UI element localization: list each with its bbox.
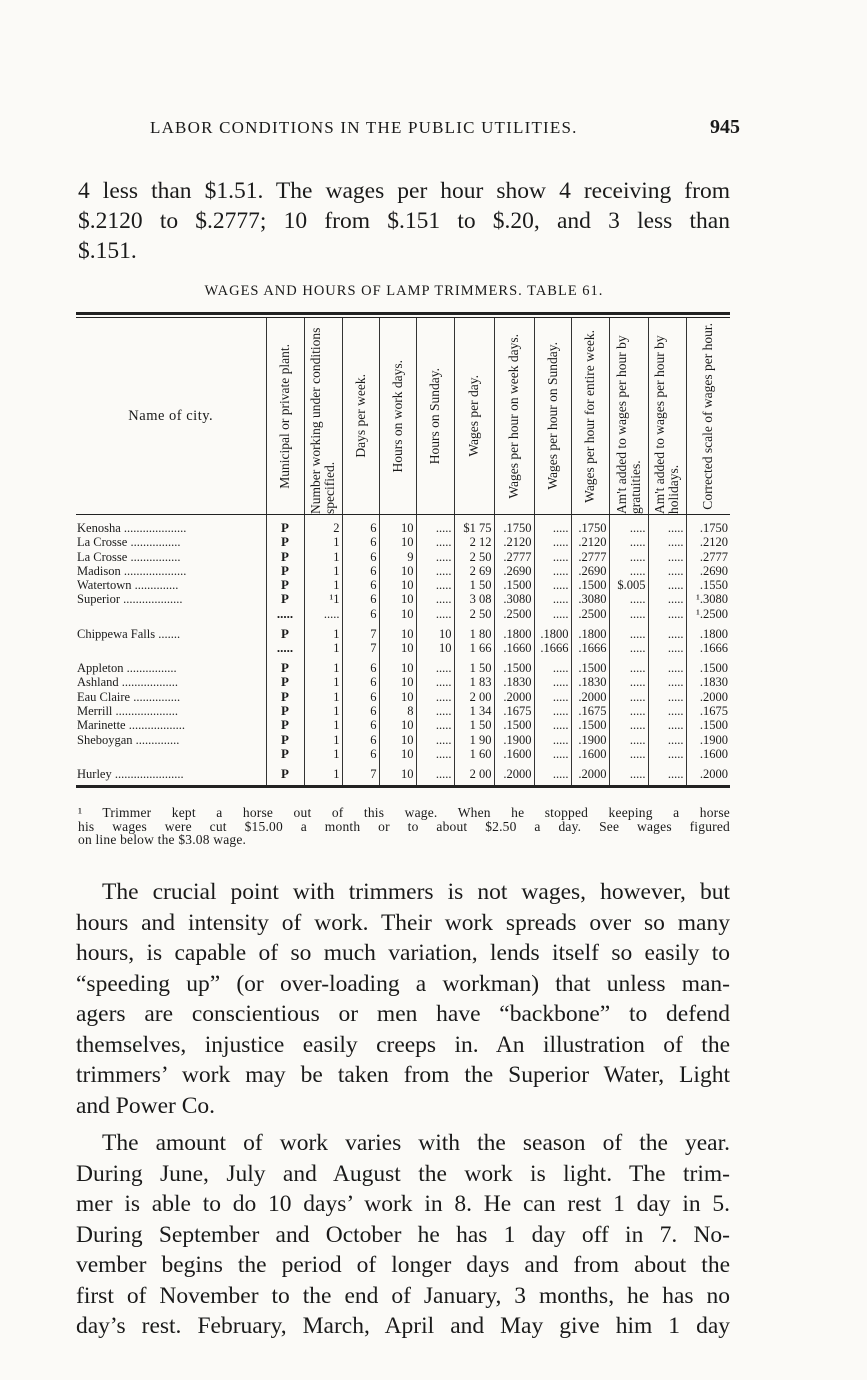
table-cell: 2 12 bbox=[454, 535, 494, 549]
city-name-cell: Ashland .................. bbox=[77, 675, 179, 690]
table-cell: ..... bbox=[648, 641, 686, 655]
table-row bbox=[76, 655, 730, 675]
table-cell: ..... bbox=[648, 535, 686, 549]
table-cell: ..... bbox=[609, 564, 648, 578]
table-row bbox=[76, 550, 730, 564]
footnote bbox=[78, 806, 730, 847]
table-cell: .2000 bbox=[494, 690, 534, 704]
table-cell: 2 00 bbox=[454, 690, 494, 704]
paragraph-2 bbox=[76, 1128, 730, 1342]
table-cell: P bbox=[266, 690, 304, 704]
text-line: During June, July and August the work is light. The trim- bbox=[76, 1160, 730, 1187]
intro-paragraph bbox=[78, 176, 730, 266]
table-row bbox=[76, 535, 730, 549]
table-cell: .2500 bbox=[571, 607, 609, 621]
table-cell: 1 90 bbox=[454, 733, 494, 747]
table-cell: .1675 bbox=[571, 704, 609, 718]
table-cell: 10 bbox=[379, 578, 416, 592]
city-name-cell: Appleton ................ bbox=[77, 661, 177, 676]
table-cell: P bbox=[266, 718, 304, 732]
table-cell: 1 50 bbox=[454, 578, 494, 592]
column-header: Municipal or private plant. bbox=[266, 318, 304, 515]
column-header: Corrected scale of wages per hour. bbox=[686, 318, 730, 515]
table-cell: 6 bbox=[342, 564, 379, 578]
table-cell: P bbox=[266, 675, 304, 689]
table-cell: 1 83 bbox=[454, 675, 494, 689]
table-cell: ..... bbox=[648, 515, 686, 536]
table-caption: WAGES AND HOURS OF LAMP TRIMMERS. TABLE 61. bbox=[204, 283, 604, 299]
table-cell: 3 08 bbox=[454, 592, 494, 606]
table-cell: ..... bbox=[609, 607, 648, 621]
table-cell: ..... bbox=[648, 655, 686, 675]
city-name-cell: Kenosha .................... bbox=[77, 521, 187, 535]
table-cell: ..... bbox=[648, 733, 686, 747]
text-line: hours and intensity of work. Their work spreads over so many bbox=[76, 909, 730, 936]
text-line: and Power Co. bbox=[76, 1092, 216, 1119]
table-row bbox=[76, 747, 730, 761]
table-cell: ..... bbox=[534, 675, 571, 689]
table-cell: 1 50 bbox=[454, 718, 494, 732]
table-row bbox=[76, 592, 730, 606]
text-line: mer is able to do 10 days’ work in 8. He can rest 1 day in 5. bbox=[76, 1191, 730, 1217]
table-cell: 1 bbox=[304, 675, 342, 689]
text-line: $.2120 to $.2777; 10 from $.151 to $.20, and 3 less than bbox=[78, 208, 730, 234]
column-header: Days per week. bbox=[342, 318, 379, 515]
table-cell: .2690 bbox=[686, 564, 730, 578]
table-row bbox=[76, 607, 730, 621]
text-line: The crucial point with trimmers is not wages, however, but bbox=[102, 879, 730, 905]
table-cell: ¹.3080 bbox=[686, 592, 730, 606]
table-cell: .1750 bbox=[571, 515, 609, 536]
table-cell: 8 bbox=[379, 704, 416, 718]
table-cell: 1 bbox=[304, 704, 342, 718]
column-header: Number working under conditions specified. bbox=[304, 318, 342, 515]
city-name-cell: Chippewa Falls ....... bbox=[77, 626, 181, 641]
table-cell: ..... bbox=[609, 675, 648, 689]
table-cell: ..... bbox=[534, 550, 571, 564]
table-cell: .1675 bbox=[494, 704, 534, 718]
table-cell: .1500 bbox=[494, 718, 534, 732]
table-cell: ..... bbox=[416, 564, 454, 578]
table-cell: ..... bbox=[609, 655, 648, 675]
table-cell: .1900 bbox=[571, 733, 609, 747]
table-cell: 6 bbox=[342, 675, 379, 689]
table-cell: ..... bbox=[648, 578, 686, 592]
text-line: “speeding up” (or over-loading a workman) that unless man- bbox=[76, 970, 730, 997]
table-row bbox=[76, 564, 730, 578]
table-cell: ..... bbox=[534, 690, 571, 704]
table-cell: $.005 bbox=[609, 578, 648, 592]
table-cell: ..... bbox=[609, 641, 648, 655]
text-line: During September and October he has 1 day off in 7. No- bbox=[76, 1221, 730, 1248]
table-row bbox=[76, 641, 730, 655]
table-row bbox=[76, 761, 730, 785]
column-header: Wages per hour on Sunday. bbox=[534, 318, 571, 515]
table-cell: ..... bbox=[609, 690, 648, 704]
table-cell: 2 69 bbox=[454, 564, 494, 578]
table-cell: .1600 bbox=[494, 747, 534, 761]
table-row bbox=[76, 704, 730, 718]
table-cell: ..... bbox=[416, 675, 454, 689]
table-cell: .1750 bbox=[686, 515, 730, 536]
table-row bbox=[76, 621, 730, 641]
table-cell: .2000 bbox=[494, 761, 534, 785]
table-cell: 2 00 bbox=[454, 761, 494, 785]
footnote-line: on line below the $3.08 wage. bbox=[78, 832, 247, 847]
column-header: Wages per hour on week days. bbox=[494, 318, 534, 515]
table-cell: P bbox=[266, 564, 304, 578]
table-cell: 10 bbox=[379, 747, 416, 761]
city-name-cell: Watertown .............. bbox=[77, 578, 179, 593]
city-name-cell: Hurley ...................... bbox=[77, 766, 184, 781]
table-cell: .1500 bbox=[686, 655, 730, 675]
table-cell: 10 bbox=[379, 718, 416, 732]
table-cell: 10 bbox=[379, 592, 416, 606]
table-header-row bbox=[76, 318, 730, 515]
table-cell: 1 bbox=[304, 621, 342, 641]
table-cell: P bbox=[266, 515, 304, 536]
column-header: Am't added to wages per hour by holidays. bbox=[648, 318, 686, 515]
table-cell: ..... bbox=[534, 607, 571, 621]
table-cell: ..... bbox=[534, 718, 571, 732]
table-row bbox=[76, 578, 730, 592]
table-cell: P bbox=[266, 592, 304, 606]
table-cell: 1 bbox=[304, 718, 342, 732]
table-cell: .1500 bbox=[571, 655, 609, 675]
table-cell: ..... bbox=[609, 747, 648, 761]
table-cell: 1 34 bbox=[454, 704, 494, 718]
text-line: day’s rest. February, March, April and May give him 1 day bbox=[76, 1313, 730, 1339]
table-cell: 10 bbox=[379, 564, 416, 578]
column-header: Wages per day. bbox=[454, 318, 494, 515]
table-cell: ..... bbox=[648, 761, 686, 785]
table-cell: 1 bbox=[304, 655, 342, 675]
city-name-cell: Superior ................... bbox=[77, 592, 183, 607]
table-cell: ..... bbox=[416, 690, 454, 704]
table-cell: .2777 bbox=[494, 550, 534, 564]
table-cell: P bbox=[266, 747, 304, 761]
city-name-cell: La Crosse ................ bbox=[77, 535, 181, 550]
table-cell: ..... bbox=[609, 592, 648, 606]
table-cell: .1500 bbox=[571, 718, 609, 732]
page-number: 945 bbox=[710, 116, 740, 138]
table-cell: 10 bbox=[379, 515, 416, 536]
table-cell: 1 bbox=[304, 564, 342, 578]
table-cell: 7 bbox=[342, 761, 379, 785]
table-cell: 6 bbox=[342, 747, 379, 761]
table-cell: ..... bbox=[416, 535, 454, 549]
city-name-cell bbox=[76, 747, 266, 761]
city-name-cell bbox=[76, 607, 266, 621]
table-cell: ..... bbox=[534, 733, 571, 747]
table-cell: ..... bbox=[648, 675, 686, 689]
table-cell: ..... bbox=[648, 690, 686, 704]
table-cell: .3080 bbox=[494, 592, 534, 606]
table-cell: ..... bbox=[648, 550, 686, 564]
table-cell: .1800 bbox=[534, 621, 571, 641]
text-line: first of November to the end of January, 3 months, he has no bbox=[76, 1282, 730, 1309]
table-cell: ..... bbox=[648, 592, 686, 606]
table-cell: ..... bbox=[648, 747, 686, 761]
table-cell: ..... bbox=[416, 733, 454, 747]
table-cell: .1800 bbox=[494, 621, 534, 641]
table-cell: 6 bbox=[342, 550, 379, 564]
table-cell: 1 bbox=[304, 578, 342, 592]
table-cell: ..... bbox=[266, 641, 304, 655]
table-body bbox=[76, 515, 730, 786]
city-name-cell: Madison .................... bbox=[77, 563, 187, 578]
table-cell: ..... bbox=[534, 592, 571, 606]
table-cell: 1 bbox=[304, 690, 342, 704]
table-row bbox=[76, 733, 730, 747]
table-row bbox=[76, 690, 730, 704]
text-line: agers are conscientious or men have “backbone” to defend bbox=[76, 1001, 730, 1027]
table-row bbox=[76, 718, 730, 732]
text-line: themselves, injustice easily creeps in. An illustration of the bbox=[76, 1031, 730, 1058]
table-cell: ..... bbox=[648, 564, 686, 578]
table-cell: 10 bbox=[379, 733, 416, 747]
table-cell: ..... bbox=[304, 607, 342, 621]
table-cell: .2120 bbox=[571, 535, 609, 549]
city-name-cell: Merrill .................... bbox=[77, 703, 179, 718]
table-cell: .1900 bbox=[494, 733, 534, 747]
table-cell: .1750 bbox=[494, 515, 534, 536]
table-cell: ..... bbox=[609, 704, 648, 718]
table-cell: 7 bbox=[342, 641, 379, 655]
table-cell: 6 bbox=[342, 592, 379, 606]
text-line: $.151. bbox=[78, 238, 137, 264]
city-name-cell: Marinette .................. bbox=[77, 718, 185, 733]
table-cell: .2000 bbox=[571, 690, 609, 704]
table-cell: ..... bbox=[534, 515, 571, 536]
table-cell: 10 bbox=[379, 675, 416, 689]
table-cell: 6 bbox=[342, 578, 379, 592]
table-cell: P bbox=[266, 621, 304, 641]
table-cell: ..... bbox=[534, 535, 571, 549]
running-title: LABOR CONDITIONS IN THE PUBLIC UTILITIES. bbox=[150, 118, 578, 137]
table-cell: ..... bbox=[609, 535, 648, 549]
text-line: The amount of work varies with the season of the year. bbox=[102, 1130, 730, 1156]
table-cell: 10 bbox=[379, 641, 416, 655]
table-cell: .2777 bbox=[571, 550, 609, 564]
column-header: Am't added to wages per hour by gratuities. bbox=[609, 318, 648, 515]
table-cell: ..... bbox=[416, 607, 454, 621]
table-cell: ..... bbox=[416, 655, 454, 675]
table-cell: ..... bbox=[534, 564, 571, 578]
table-cell: .1600 bbox=[571, 747, 609, 761]
footnote-line: ¹ Trimmer kept a horse out of this wage. When he stopped keeping a horse bbox=[78, 805, 730, 820]
table-cell: .2000 bbox=[686, 761, 730, 785]
table-cell: ..... bbox=[416, 747, 454, 761]
table-cell: 6 bbox=[342, 733, 379, 747]
table-cell: 1 80 bbox=[454, 621, 494, 641]
table-cell: .1830 bbox=[686, 675, 730, 689]
table-cell: .2690 bbox=[494, 564, 534, 578]
table-cell: 6 bbox=[342, 655, 379, 675]
table-cell: .1500 bbox=[494, 578, 534, 592]
text-line: hours, is capable of so much variation, lends itself so easily to bbox=[76, 940, 730, 966]
table-cell: .2500 bbox=[494, 607, 534, 621]
table-cell: 10 bbox=[379, 761, 416, 785]
table-cell: 6 bbox=[342, 704, 379, 718]
city-name-cell: Eau Claire ............... bbox=[77, 689, 181, 704]
table-cell: 10 bbox=[379, 621, 416, 641]
table-cell: ..... bbox=[648, 607, 686, 621]
table-cell: P bbox=[266, 655, 304, 675]
city-name-cell: Sheboygan .............. bbox=[77, 732, 180, 747]
table-cell: 1 66 bbox=[454, 641, 494, 655]
table-cell: ..... bbox=[534, 655, 571, 675]
paragraph-1 bbox=[76, 877, 730, 1121]
table-cell: ..... bbox=[416, 592, 454, 606]
table-cell: .1900 bbox=[686, 733, 730, 747]
table-cell: P bbox=[266, 535, 304, 549]
body-text bbox=[76, 877, 730, 1342]
table-cell: ..... bbox=[534, 747, 571, 761]
table-cell: .1500 bbox=[494, 655, 534, 675]
table-cell: 1 bbox=[304, 761, 342, 785]
table-cell: ..... bbox=[648, 704, 686, 718]
table-row bbox=[76, 515, 730, 536]
wages-table bbox=[76, 312, 730, 788]
table-cell: .2120 bbox=[494, 535, 534, 549]
table-cell: P bbox=[266, 550, 304, 564]
table-cell: ..... bbox=[648, 621, 686, 641]
table-cell: 2 bbox=[304, 515, 342, 536]
table-cell: 9 bbox=[379, 550, 416, 564]
table-cell: .1600 bbox=[686, 747, 730, 761]
table-cell: .1500 bbox=[686, 718, 730, 732]
table-cell: 2 50 bbox=[454, 550, 494, 564]
table-cell: ..... bbox=[609, 621, 648, 641]
table-cell: ..... bbox=[266, 607, 304, 621]
table-cell: P bbox=[266, 704, 304, 718]
table-cell: .1675 bbox=[686, 704, 730, 718]
text-line: 4 less than $1.51. The wages per hour show 4 receiving from bbox=[78, 178, 730, 204]
text-line: trimmers’ work may be taken from the Superior Water, Light bbox=[76, 1062, 730, 1088]
table-cell: 10 bbox=[416, 641, 454, 655]
table-cell: 7 bbox=[342, 621, 379, 641]
table-cell: 1 bbox=[304, 641, 342, 655]
table-cell: ..... bbox=[609, 515, 648, 536]
city-name-cell bbox=[76, 641, 266, 655]
table-cell: ..... bbox=[534, 761, 571, 785]
table-cell: 6 bbox=[342, 515, 379, 536]
table-cell: .2000 bbox=[686, 690, 730, 704]
table-cell: 1 bbox=[304, 733, 342, 747]
table-cell: 2 50 bbox=[454, 607, 494, 621]
table-cell: .2120 bbox=[686, 535, 730, 549]
table-cell: ..... bbox=[534, 704, 571, 718]
running-header bbox=[150, 118, 740, 138]
table-cell: .1800 bbox=[686, 621, 730, 641]
table-cell: ..... bbox=[609, 550, 648, 564]
city-name-cell: La Crosse ................ bbox=[77, 549, 181, 564]
text-line: vember begins the period of longer days and from about the bbox=[76, 1252, 730, 1278]
table-cell: ..... bbox=[416, 550, 454, 564]
table-cell: ..... bbox=[534, 578, 571, 592]
table-row bbox=[76, 675, 730, 689]
table-cell: $1 75 bbox=[454, 515, 494, 536]
table-cell: .2777 bbox=[686, 550, 730, 564]
table-cell: .1800 bbox=[571, 621, 609, 641]
table-cell: .1550 bbox=[686, 578, 730, 592]
table-cell: 6 bbox=[342, 718, 379, 732]
table-cell: 1 bbox=[304, 747, 342, 761]
table-cell: .1666 bbox=[571, 641, 609, 655]
table-cell: ..... bbox=[648, 718, 686, 732]
column-header: Hours on Sunday. bbox=[416, 318, 454, 515]
table-cell: 6 bbox=[342, 690, 379, 704]
table-cell: P bbox=[266, 578, 304, 592]
table-cell: .2690 bbox=[571, 564, 609, 578]
table-cell: ..... bbox=[416, 718, 454, 732]
table-cell: 1 bbox=[304, 550, 342, 564]
table-cell: ¹.2500 bbox=[686, 607, 730, 621]
table-cell: ..... bbox=[609, 718, 648, 732]
table-cell: 6 bbox=[342, 535, 379, 549]
table-cell: ..... bbox=[609, 733, 648, 747]
table-cell: ..... bbox=[416, 704, 454, 718]
table-cell: 10 bbox=[379, 655, 416, 675]
table-cell: P bbox=[266, 761, 304, 785]
table-cell: ..... bbox=[609, 761, 648, 785]
table-cell: 6 bbox=[342, 607, 379, 621]
table-cell: .1660 bbox=[494, 641, 534, 655]
table-cell: ¹1 bbox=[304, 592, 342, 606]
table-cell: .1830 bbox=[571, 675, 609, 689]
table-cell: 10 bbox=[379, 607, 416, 621]
column-header: Hours on work days. bbox=[379, 318, 416, 515]
column-header: Wages per hour for entire week. bbox=[571, 318, 609, 515]
column-header: Name of city. bbox=[76, 318, 266, 515]
table-cell: 10 bbox=[379, 690, 416, 704]
table-cell: 10 bbox=[416, 621, 454, 641]
table-cell: .1666 bbox=[686, 641, 730, 655]
table-cell: 10 bbox=[379, 535, 416, 549]
table-cell: .1666 bbox=[534, 641, 571, 655]
table-cell: .3080 bbox=[571, 592, 609, 606]
table-cell: ..... bbox=[416, 578, 454, 592]
table-cell: .2000 bbox=[571, 761, 609, 785]
table-cell: ..... bbox=[416, 515, 454, 536]
table-cell: 1 50 bbox=[454, 655, 494, 675]
table-cell: .1830 bbox=[494, 675, 534, 689]
table-cell: P bbox=[266, 733, 304, 747]
table-cell: 1 60 bbox=[454, 747, 494, 761]
table-cell: 1 bbox=[304, 535, 342, 549]
footnote-line: his wages were cut $15.00 a month or to about $2.50 a day. See wages figured bbox=[78, 818, 730, 834]
table-cell: .1500 bbox=[571, 578, 609, 592]
table-cell: ..... bbox=[416, 761, 454, 785]
